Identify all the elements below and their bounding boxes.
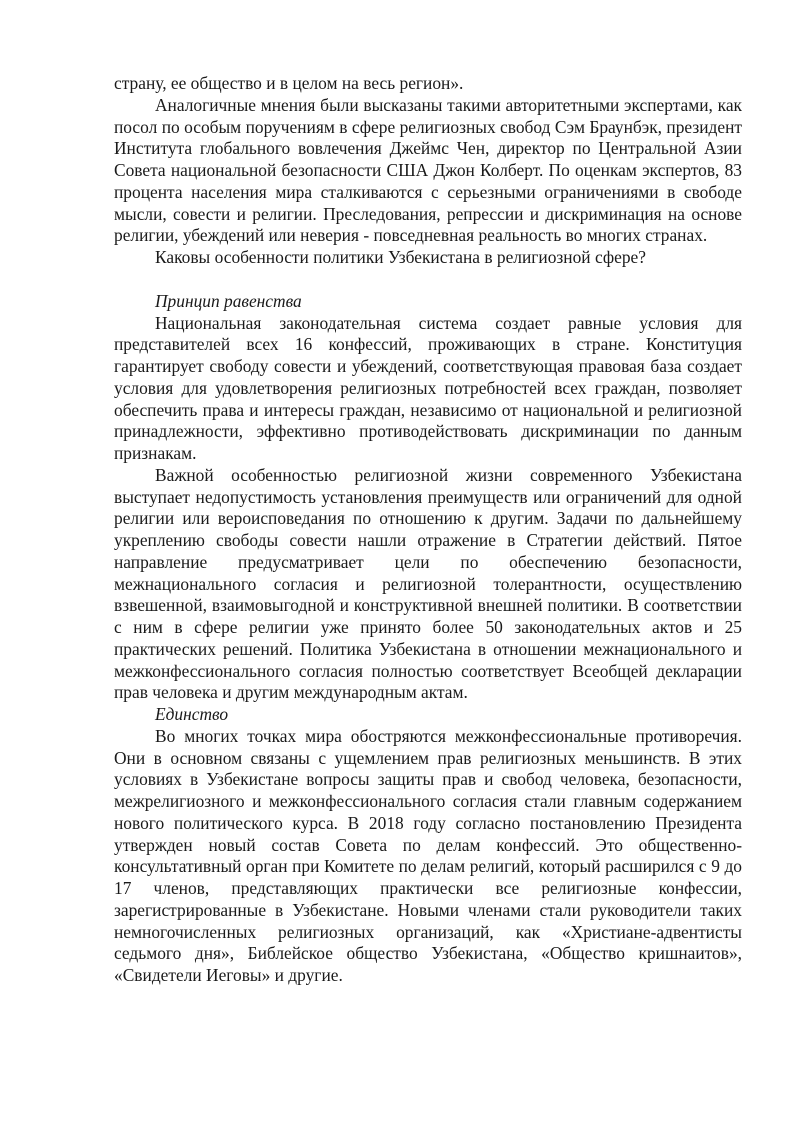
section-heading-unity: Единство: [155, 704, 229, 724]
document-page: [114, 73, 742, 987]
paragraph-features: Важной особенностью религиозной жизни современного Узбекистана выступает недопустимость установления преимуществ или ограничений для одной религии или вероисповедания по отношению к другим. Задачи по дальнейшему укреплению свободы совести нашли отражение в Стратегии действий. Пятое направление предусматривает цели по обеспечению безопасности, межнационального согласия и религиозной толерантности, осуществлению взвешенной, взаимовыгодной и конструктивной внешней политики. В соответствии с ним в сфере религии уже принято более 50 законодательных актов и 25 практических решений. Политика Узбекистана в отношении межнационального и межконфессионального согласия полностью соответствует Всеобщей декларации прав человека и другим международным актам.: [114, 464, 742, 703]
paragraph-continuation: страну, ее общество и в целом на весь регион».: [114, 73, 464, 93]
paragraph-expert-opinions: Аналогичные мнения были высказаны такими авторитетными экспертами, как посол по особым поручениям в сфере религиозных свобод Сэм Браунбэк, президент Института глобального вовлечения Джеймс Чен, директор по Центральной Азии Совета национальной безопасности США Джон Колберт. По оценкам экспертов, 83 процента населения мира сталкиваются с серьезными ограничениями в свободе мысли, совести и религии. Преследования, репрессии и дискриминация на основе религии, убеждений или неверия - повседневная реальность во многих странах.: [114, 94, 742, 246]
paragraph-contradictions: Во многих точках мира обостряются межконфессиональные противоречия. Они в основном связаны с ущемлением прав религиозных меньшинств. В этих условиях в Узбекистане вопросы защиты прав и свобод человека, безопасности, межрелигиозного и межконфессионального согласия стали главным содержанием нового политического курса. В 2018 году согласно постановлению Президента утвержден новый состав Совета по делам конфессий. Это общественно-консультативный орган при Комитете по делам религий, который расширился с 9 до 17 членов, представляющих практически все религиозные конфессии, зарегистрированные в Узбекистане. Новыми членами стали руководители таких немногочисленных религиозных организаций, как «Христиане-адвентисты седьмого дня», Библейское общество Узбекистана, «Общество кришнаитов», «Свидетели Иеговы» и другие.: [114, 725, 742, 985]
paragraph-question: Каковы особенности политики Узбекистана в религиозной сфере?: [155, 247, 646, 267]
paragraph-legislation: Национальная законодательная система создает равные условия для представителей всех 16 конфессий, проживающих в стране. Конституция гарантирует свободу совести и убеждений, соответствующая правовая база создает условия для удовлетворения религиозных потребностей всех граждан, позволяет обеспечить права и интересы граждан, независимо от национальной и религиозной принадлежности, эффективно противодействовать дискриминации по данным признакам.: [114, 312, 742, 463]
paragraph-spacer: [114, 269, 742, 291]
section-heading-equality: Принцип равенства: [155, 290, 302, 311]
